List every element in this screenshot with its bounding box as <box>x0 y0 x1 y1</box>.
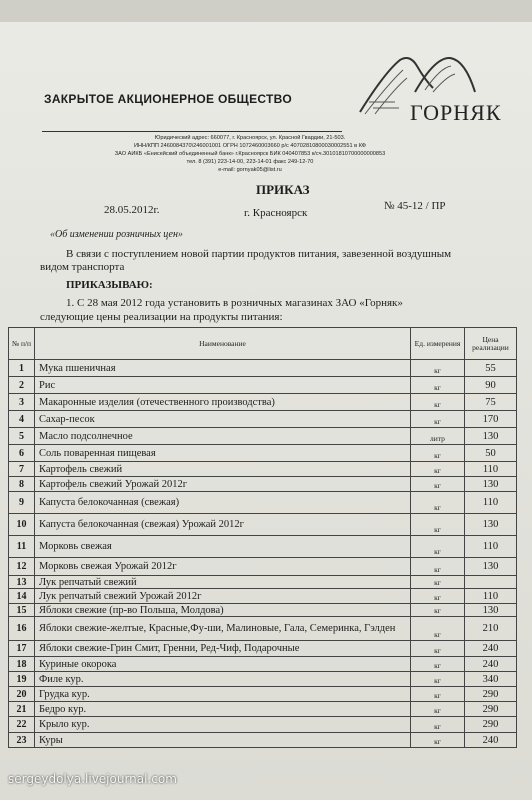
price-value: 130 <box>465 514 517 536</box>
row-number: 16 <box>9 617 35 641</box>
table-row <box>9 558 517 576</box>
product-name: Яблоки свежие (пр-во Польша, Молдова) <box>35 604 411 617</box>
table-row <box>9 428 517 445</box>
product-name: Лук репчатый свежий Урожай 2012г <box>35 589 411 604</box>
unit-of-measure: кг <box>411 717 465 733</box>
unit-of-measure: кг <box>411 477 465 492</box>
row-number: 10 <box>9 514 35 536</box>
unit-of-measure: кг <box>411 657 465 672</box>
price-value: 130 <box>465 477 517 492</box>
table-row <box>9 617 517 641</box>
price-value: 110 <box>465 492 517 514</box>
table-row <box>9 536 517 558</box>
row-number: 23 <box>9 733 35 748</box>
row-number: 22 <box>9 717 35 733</box>
row-number: 11 <box>9 536 35 558</box>
unit-of-measure: кг <box>411 589 465 604</box>
product-name: Морковь свежая <box>35 536 411 558</box>
company-requisites <box>40 134 460 174</box>
row-number: 8 <box>9 477 35 492</box>
unit-of-measure: литр <box>411 428 465 445</box>
price-value: 110 <box>465 462 517 477</box>
logo-wordmark: ГОРНЯК <box>410 100 502 125</box>
table-row <box>9 377 517 394</box>
unit-of-measure: кг <box>411 641 465 657</box>
table-row <box>9 641 517 657</box>
row-number: 9 <box>9 492 35 514</box>
unit-of-measure: кг <box>411 576 465 589</box>
table-row <box>9 576 517 589</box>
paper-top-edge <box>0 0 532 22</box>
table-row <box>9 514 517 536</box>
price-value: 290 <box>465 717 517 733</box>
unit-of-measure: кг <box>411 733 465 748</box>
product-name: Морковь свежая Урожай 2012г <box>35 558 411 576</box>
price-value: 110 <box>465 536 517 558</box>
table-row <box>9 360 517 377</box>
table-row <box>9 604 517 617</box>
table-row <box>9 462 517 477</box>
price-value: 340 <box>465 672 517 687</box>
unit-of-measure: кг <box>411 492 465 514</box>
document-subject: «Об изменении розничных цен» <box>50 229 183 240</box>
product-name: Соль поваренная пищевая <box>35 445 411 462</box>
table-header-row <box>9 328 517 360</box>
unit-of-measure: кг <box>411 394 465 411</box>
header-divider <box>42 131 342 132</box>
unit-of-measure: кг <box>411 514 465 536</box>
row-number: 5 <box>9 428 35 445</box>
product-name: Картофель свежий Урожай 2012г <box>35 477 411 492</box>
unit-of-measure: кг <box>411 702 465 717</box>
row-number: 14 <box>9 589 35 604</box>
row-number: 15 <box>9 604 35 617</box>
price-value: 130 <box>465 428 517 445</box>
price-value <box>465 576 517 589</box>
header-price: Цена реализации <box>465 328 517 360</box>
header-name: Наименование <box>35 328 411 360</box>
header-num: № п/п <box>9 328 35 360</box>
product-name: Яблоки свежие-желтые, Красные,Фу-ши, Малиновые, Гала, Семеринка, Гэлден <box>35 617 411 641</box>
row-number: 13 <box>9 576 35 589</box>
price-value: 130 <box>465 558 517 576</box>
unit-of-measure: кг <box>411 411 465 428</box>
requisites-line: ИНН/КПП 2460084370\246001001 ОГРН 1072460003660 р/с 40702810800030002551 в КФ <box>133 143 367 149</box>
table-row <box>9 702 517 717</box>
product-name: Капуста белокочанная (свежая) Урожай 2012г <box>35 514 411 536</box>
price-value: 55 <box>465 360 517 377</box>
row-number: 2 <box>9 377 35 394</box>
table-row <box>9 672 517 687</box>
product-name: Капуста белокочанная (свежая) <box>35 492 411 514</box>
row-number: 6 <box>9 445 35 462</box>
unit-of-measure: кг <box>411 360 465 377</box>
requisites-line: e-mail: gornyak05@list.ru <box>218 167 282 173</box>
row-number: 17 <box>9 641 35 657</box>
unit-of-measure: кг <box>411 604 465 617</box>
table-row <box>9 477 517 492</box>
product-name: Грудка кур. <box>35 687 411 702</box>
product-name: Рис <box>35 377 411 394</box>
unit-of-measure: кг <box>411 617 465 641</box>
intro-text: В связи с поступлением новой партии продуктов питания, завезенной воздушным <box>66 248 452 260</box>
price-value: 240 <box>465 641 517 657</box>
price-value: 290 <box>465 702 517 717</box>
price-value: 240 <box>465 733 517 748</box>
price-value: 75 <box>465 394 517 411</box>
row-number: 19 <box>9 672 35 687</box>
table-row <box>9 445 517 462</box>
product-name: Крыло кур. <box>35 717 411 733</box>
row-number: 18 <box>9 657 35 672</box>
order-item-1: 1. С 28 мая 2012 года установить в розничных магазинах ЗАО «Горняк» <box>66 297 403 309</box>
watermark: sergeydolya.livejournal.com <box>8 772 177 786</box>
product-name: Куры <box>35 733 411 748</box>
product-name: Макаронные изделия (отечественного производства) <box>35 394 411 411</box>
product-name: Картофель свежий <box>35 462 411 477</box>
unit-of-measure: кг <box>411 672 465 687</box>
product-name: Лук репчатый свежий <box>35 576 411 589</box>
table-row <box>9 657 517 672</box>
company-name: ЗАКРЫТОЕ АКЦИОНЕРНОЕ ОБЩЕСТВО <box>44 92 292 106</box>
product-name: Куриные окорока <box>35 657 411 672</box>
requisites-line: ЗАО АИКБ «Енисейский объединенный банк» г.Красноярск БИК 040407853 к/сч.30101810700000000853 <box>114 151 386 157</box>
unit-of-measure: кг <box>411 536 465 558</box>
table-row <box>9 492 517 514</box>
document-title: ПРИКАЗ <box>256 182 310 197</box>
product-name: Сахар-песок <box>35 411 411 428</box>
price-value: 210 <box>465 617 517 641</box>
product-name: Мука пшеничная <box>35 360 411 377</box>
price-value: 90 <box>465 377 517 394</box>
table-row <box>9 717 517 733</box>
row-number: 7 <box>9 462 35 477</box>
product-name: Яблоки свежие-Грин Смит, Гренни, Ред-Чиф, Подарочные <box>35 641 411 657</box>
price-value: 170 <box>465 411 517 428</box>
table-row <box>9 394 517 411</box>
table-row <box>9 589 517 604</box>
row-number: 4 <box>9 411 35 428</box>
unit-of-measure: кг <box>411 445 465 462</box>
price-value: 240 <box>465 657 517 672</box>
requisites-line: тел. 8 (391) 223-14-00, 223-14-01 факс 249-12-70 <box>186 159 314 165</box>
unit-of-measure: кг <box>411 462 465 477</box>
row-number: 20 <box>9 687 35 702</box>
product-name: Масло подсолнечное <box>35 428 411 445</box>
row-number: 1 <box>9 360 35 377</box>
document-city: г. Красноярск <box>244 207 308 219</box>
table-row <box>9 733 517 748</box>
requisites-line: Юридический адрес: 660077, г. Красноярск, ул. Красной Гвардии, 21-503. <box>154 135 346 141</box>
order-item-1-continued: следующие цены реализации на продукты питания: <box>40 311 283 323</box>
order-heading: ПРИКАЗЫВАЮ: <box>66 279 153 291</box>
price-table <box>8 327 517 748</box>
header-unit: Ед. измерения <box>411 328 465 360</box>
row-number: 12 <box>9 558 35 576</box>
document-number: № 45-12 / ПР <box>384 200 446 212</box>
price-value: 130 <box>465 604 517 617</box>
table-row <box>9 687 517 702</box>
row-number: 3 <box>9 394 35 411</box>
intro-text-continued: видом транспорта <box>40 261 125 273</box>
unit-of-measure: кг <box>411 687 465 702</box>
price-value: 50 <box>465 445 517 462</box>
row-number: 21 <box>9 702 35 717</box>
unit-of-measure: кг <box>411 377 465 394</box>
price-value: 110 <box>465 589 517 604</box>
table-row <box>9 411 517 428</box>
product-name: Филе кур. <box>35 672 411 687</box>
unit-of-measure: кг <box>411 558 465 576</box>
product-name: Бедро кур. <box>35 702 411 717</box>
price-value: 290 <box>465 687 517 702</box>
document-date: 28.05.2012г. <box>104 204 160 216</box>
